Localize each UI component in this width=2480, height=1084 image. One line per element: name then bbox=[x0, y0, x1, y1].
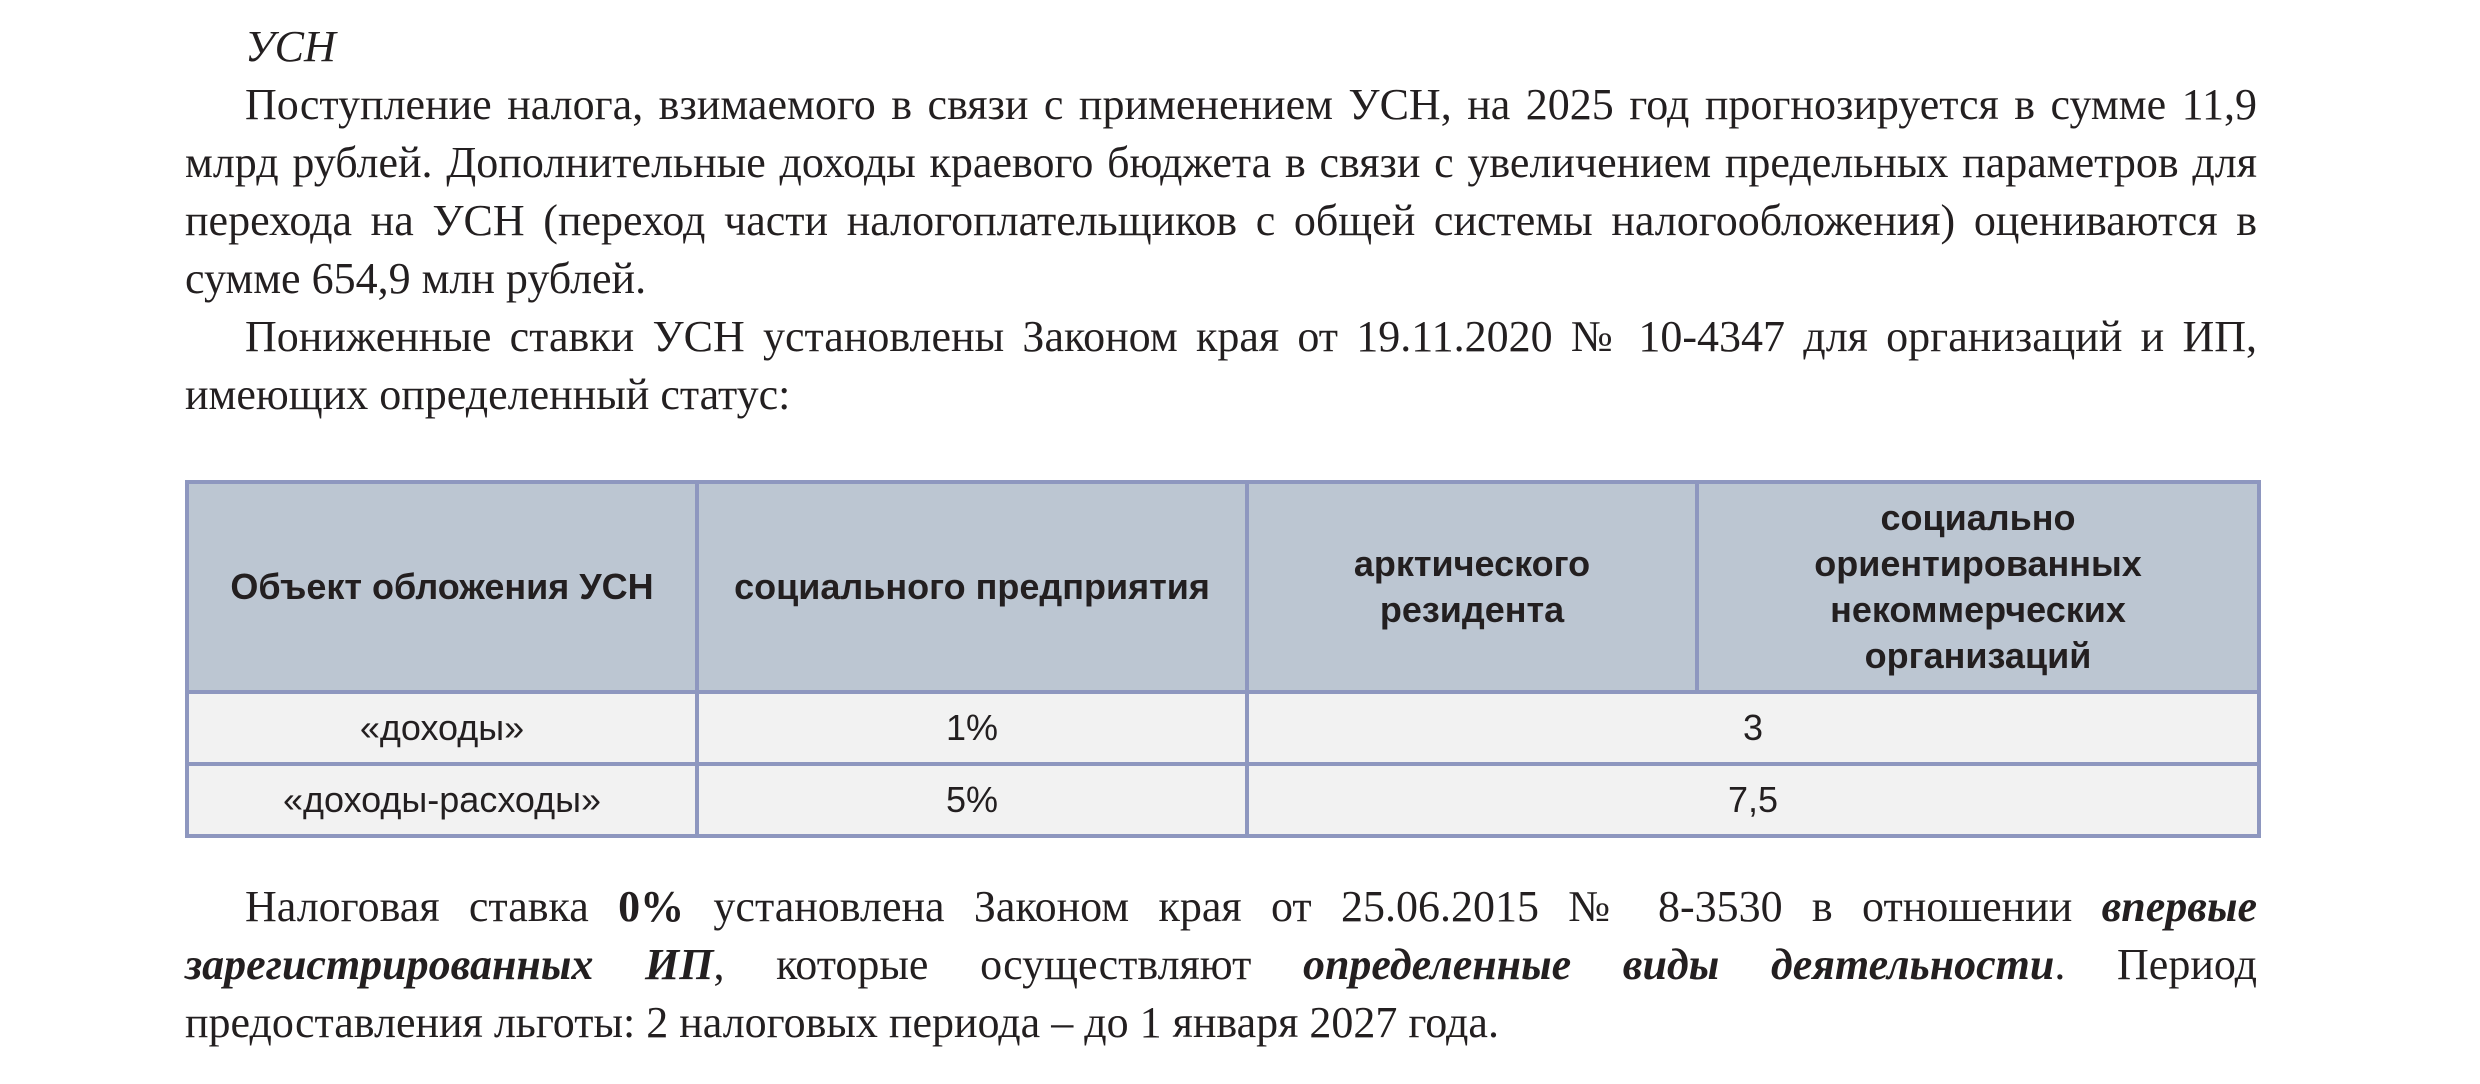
header-social-enterprise: социального предприятия bbox=[697, 482, 1247, 692]
table-row bbox=[187, 764, 2259, 836]
emphasis-activity-types: определенные виды деятельности bbox=[1302, 940, 2055, 989]
text-run: . Период предоставления льготы: 2 налоговых периода – до 1 января 2027 года. bbox=[185, 940, 2257, 1047]
cell-merged-rate: 7,5 bbox=[1247, 764, 2259, 836]
text-run: установлена Законом края от 25.06.2015 № 8-3530 в отношении bbox=[684, 882, 2102, 931]
cell-merged-rate: 3 bbox=[1247, 692, 2259, 764]
paragraph-reduced-rates: Пониженные ставки УСН установлены Законом края от 19.11.2020 № 10-4347 для организаций и ИП, имеющих определенный статус: bbox=[185, 312, 2257, 419]
section-heading: УСН bbox=[245, 22, 336, 71]
paragraph-zero-rate bbox=[185, 878, 2257, 1052]
header-arctic-resident: арктического резидента bbox=[1247, 482, 1697, 692]
cell-object: «доходы» bbox=[187, 692, 697, 764]
document-body bbox=[185, 18, 2257, 1052]
rates-table bbox=[185, 480, 2261, 838]
cell-social-enterprise-rate: 1% bbox=[697, 692, 1247, 764]
text-run: , которые осуществляют bbox=[713, 940, 1303, 989]
header-object: Объект обложения УСН bbox=[187, 482, 697, 692]
cell-object: «доходы-расходы» bbox=[187, 764, 697, 836]
table-header-row bbox=[187, 482, 2259, 692]
text-run: Налоговая ставка bbox=[245, 882, 619, 931]
emphasis-first-registered: впервые зарегистрированных ИП bbox=[185, 882, 2257, 989]
header-nonprofit: социально ориентированных некоммерческих организаций bbox=[1697, 482, 2259, 692]
cell-social-enterprise-rate: 5% bbox=[697, 764, 1247, 836]
zero-rate-value: 0% bbox=[618, 882, 685, 931]
rates-table-container bbox=[185, 480, 2257, 838]
paragraph-forecast: Поступление налога, взимаемого в связи с применением УСН, на 2025 год прогнозируется в сумме 11,9 млрд рублей. Дополнительные доходы краевого бюджета в связи с увеличением предельных параметров для перехода на УСН (переход части налогоплательщиков с общей системы налогообложения) оцениваются в сумме 654,9 млн рублей. bbox=[185, 80, 2257, 303]
table-row bbox=[187, 692, 2259, 764]
